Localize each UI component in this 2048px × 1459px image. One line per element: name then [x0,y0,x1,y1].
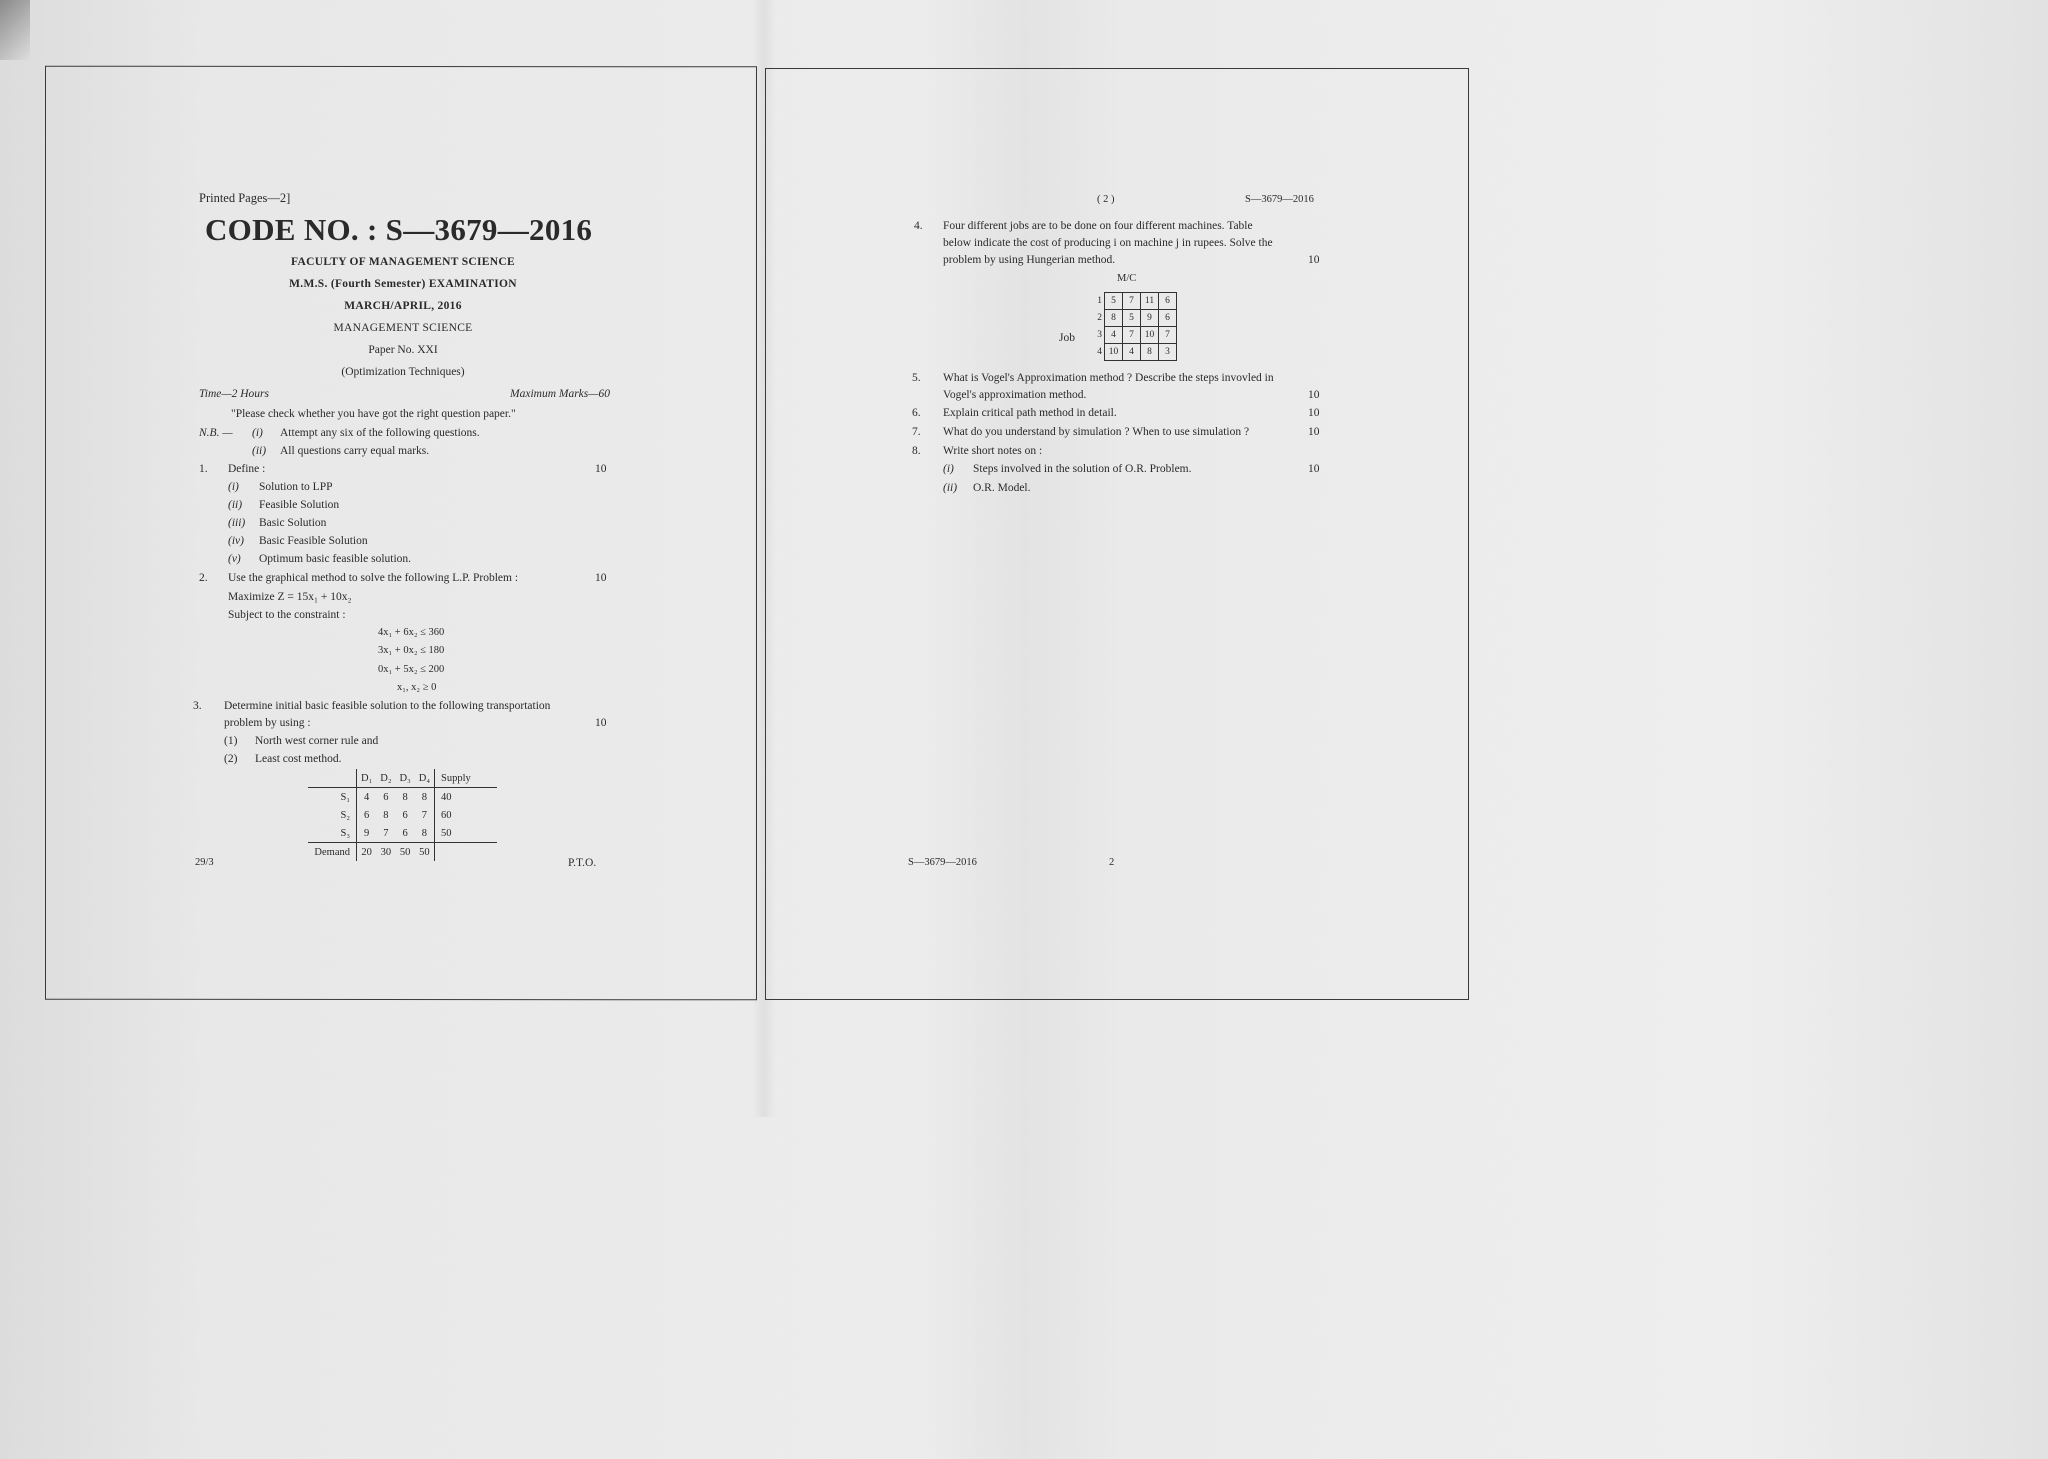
sub-item-text: Basic Feasible Solution [259,535,368,547]
demand-cell: 30 [376,843,395,862]
table-cell: 9 [364,827,370,839]
nb-label: N.B. — [199,427,233,439]
method-text: North west corner rule and [255,735,379,747]
question-text: Four different jobs are to be done on four different machines. Table [943,220,1253,232]
row-index: 1 [1097,296,1102,306]
sub-item-text: Feasible Solution [259,499,340,511]
question-text: What is Vogel's Approximation method ? Describe the steps invovled in [943,372,1274,384]
question-text: Explain critical path method in detail. [943,407,1117,419]
printed-pages: Printed Pages—2] [199,191,291,205]
sub-item-text: O.R. Model. [973,482,1031,494]
table-row [308,788,497,807]
question-text: Determine initial basic feasible solution to the following transportation [224,700,551,712]
question-marks: 10 [1308,254,1320,266]
footer-left: 29/3 [195,857,214,868]
question-number: 8. [912,445,921,457]
sub-item-text: Optimum basic feasible solution. [259,553,412,565]
table-cell: 8 [383,809,389,821]
supply-empty [435,843,498,862]
page-code: S—3679—2016 [1245,194,1314,205]
maximum-marks: Maximum Marks—60 [510,388,610,400]
matrix-cell: 4 [1123,344,1141,361]
job-label: Job [1059,332,1075,344]
transportation-table [308,769,497,861]
column-header: D₄ [415,769,435,788]
column-header: Supply [435,769,498,788]
demand-cell: 50 [415,843,435,862]
sub-item-number: (v) [228,553,241,565]
time-allowed: Time—2 Hours [199,388,269,400]
matrix-cell: 9 [1141,310,1159,327]
row-index: 2 [1097,313,1102,323]
question-marks: 10 [595,572,607,584]
column-header: D₂ [376,769,395,788]
sub-item-number: (ii) [943,482,958,494]
sub-item-number: (ii) [228,499,243,511]
question-number: 7. [912,426,921,438]
subject-to-label: Subject to the constraint : [228,609,346,621]
question-number: 6. [912,407,921,419]
footer-page-number: 2 [1109,857,1115,868]
cost-matrix [1093,292,1177,361]
table-header-row [308,769,497,788]
check-paper-note: "Please check whether you have got the right question paper." [231,408,516,420]
question-text: Use the graphical method to solve the following L.P. Problem : [228,572,519,584]
objective-function: Maximize Z = 15x₁ + 10x₂ [228,591,352,603]
session-heading: MARCH/APRIL, 2016 [344,300,462,312]
table-row [308,806,497,824]
sub-item-text: Basic Solution [259,517,327,529]
table-cell: 6 [402,809,408,821]
table-row [308,824,497,843]
demand-row [308,843,497,862]
demand-cell: 50 [396,843,415,862]
matrix-row [1093,310,1177,327]
matrix-cell: 7 [1123,327,1141,344]
method-number: (2) [224,753,238,765]
matrix-cell: 5 [1123,310,1141,327]
constraint: 4x₁ + 6x₂ ≤ 360 [378,627,445,638]
matrix-cell: 10 [1105,344,1123,361]
subject-heading: MANAGEMENT SCIENCE [333,322,473,334]
question-text: Write short notes on : [943,445,1043,457]
column-header: D₁ [357,769,377,788]
table-cell: 7 [383,827,389,839]
matrix-cell: 4 [1105,327,1123,344]
question-number: 1. [199,463,208,475]
constraint: 0x₁ + 5x₂ ≤ 200 [378,664,445,675]
right-page-border [765,68,1469,1000]
matrix-cell: 7 [1159,327,1177,344]
constraint: x₁, x₂ ≥ 0 [397,682,437,693]
constraint: 3x₁ + 0x₂ ≤ 180 [378,645,445,656]
nb-item-text: All questions carry equal marks. [280,445,430,457]
question-text: What do you understand by simulation ? When to use simulation ? [943,426,1250,438]
sub-item-number: (i) [228,481,239,493]
matrix-cell: 6 [1159,293,1177,310]
matrix-cell: 11 [1141,293,1159,310]
matrix-cell: 6 [1159,310,1177,327]
row-label: S₃ [308,824,357,843]
row-label: Demand [308,843,357,862]
question-text: Define : [228,463,266,475]
matrix-row [1093,344,1177,361]
paper-number: Paper No. XXI [368,344,438,356]
nb-item-text: Attempt any six of the following questions. [280,427,480,439]
question-number: 5. [912,372,921,384]
question-marks: 10 [595,463,607,475]
code-number-title: CODE NO. : S—3679—2016 [205,212,593,247]
row-index: 4 [1097,347,1102,357]
table-cell: 8 [402,791,408,803]
column-header: D₃ [396,769,415,788]
method-text: Least cost method. [255,753,342,765]
supply-cell: 50 [435,824,498,843]
footer-code: S—3679—2016 [908,857,977,868]
matrix-cell: 7 [1123,293,1141,310]
sub-item-number: (i) [943,463,954,475]
table-cell: 8 [421,791,427,803]
row-index: 3 [1097,330,1102,340]
sub-item-number: (iii) [228,517,246,529]
faculty-heading: FACULTY OF MANAGEMENT SCIENCE [291,256,515,268]
paper-title: (Optimization Techniques) [341,366,465,378]
supply-cell: 60 [435,806,498,824]
table-cell: 4 [364,791,370,803]
nb-item-number: (i) [252,427,263,439]
question-marks: 10 [1308,389,1320,401]
question-marks: 10 [595,717,607,729]
question-text: below indicate the cost of producing i on machine j in rupees. Solve the [943,237,1273,249]
matrix-cell: 5 [1105,293,1123,310]
question-text: Vogel's approximation method. [943,389,1087,401]
method-number: (1) [224,735,238,747]
demand-cell: 20 [357,843,377,862]
row-label: S₁ [308,788,357,807]
matrix-row [1093,293,1177,310]
sub-item-text: Solution to LPP [259,481,333,493]
matrix-title: M/C [1117,273,1137,284]
table-cell: 6 [364,809,370,821]
nb-item-number: (ii) [252,445,267,457]
matrix-cell: 10 [1141,327,1159,344]
question-number: 4. [914,220,923,232]
question-marks: 10 [1308,463,1320,475]
question-marks: 10 [1308,407,1320,419]
matrix-cell: 3 [1159,344,1177,361]
table-cell: 6 [402,827,408,839]
matrix-cell: 8 [1105,310,1123,327]
question-marks: 10 [1308,426,1320,438]
paper-corner-shadow [0,0,30,60]
sub-item-text: Steps involved in the solution of O.R. Problem. [973,463,1192,475]
table-corner [308,769,357,788]
sub-item-number: (iv) [228,535,244,547]
table-cell: 6 [383,791,389,803]
question-number: 3. [193,700,202,712]
matrix-row [1093,327,1177,344]
question-text: problem by using Hungerian method. [943,254,1116,266]
footer-pto: P.T.O. [568,857,597,869]
question-number: 2. [199,572,208,584]
course-heading: M.M.S. (Fourth Semester) EXAMINATION [289,278,517,290]
matrix-cell: 8 [1141,344,1159,361]
supply-cell: 40 [435,788,498,807]
page-number: ( 2 ) [1097,194,1115,205]
question-text: problem by using : [224,717,311,729]
table-cell: 8 [421,827,427,839]
table-cell: 7 [421,809,427,821]
row-label: S₂ [308,806,357,824]
